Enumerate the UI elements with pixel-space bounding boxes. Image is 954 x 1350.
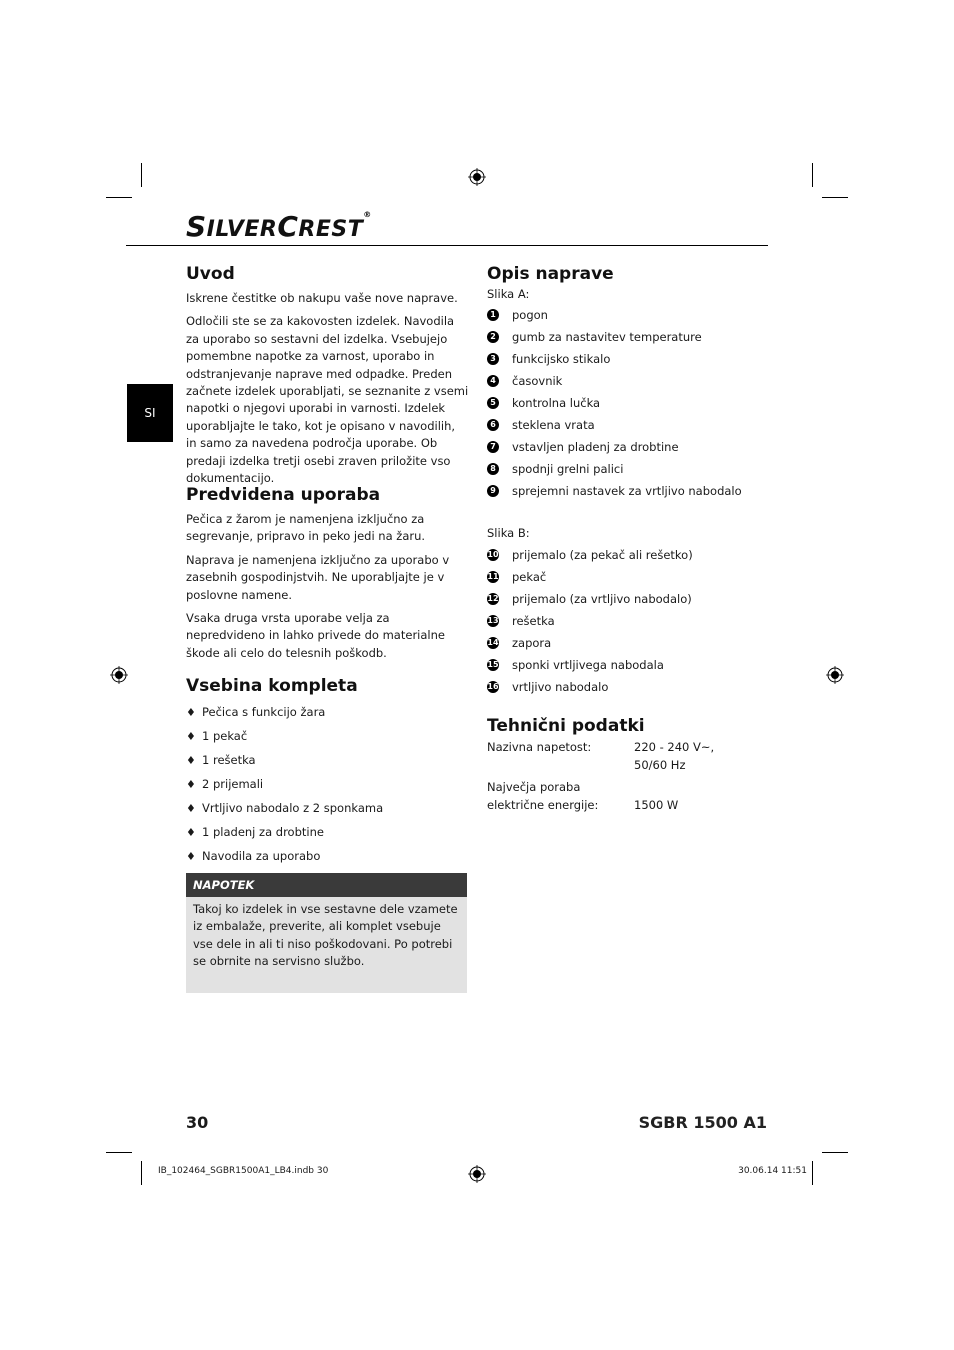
- list-item: 3 funkcijsko stikalo: [487, 348, 767, 370]
- list-item: ♦ 2 prijemali: [186, 777, 264, 791]
- list-item: 7 vstavljen pladenj za drobtine: [487, 436, 767, 458]
- crop-mark: [106, 197, 132, 198]
- crop-mark: [822, 197, 848, 198]
- list-item: 11 pekač: [487, 569, 547, 584]
- list-item: ♦ Vrtljivo nabodalo z 2 sponkama: [186, 801, 384, 815]
- list-item: 8 spodnji grelni palici: [487, 458, 767, 480]
- predvidena-paragraph: Naprava je namenjena izključno za uporabo v zasebnih gospodinjstvih. Ne uporabljajte je v poslovne namene.: [186, 552, 450, 602]
- language-tab: SI: [127, 384, 173, 442]
- left-column: [186, 485, 469, 668]
- crop-mark: [812, 163, 813, 187]
- page-number: 30: [186, 1113, 209, 1132]
- list-item: 4 časovnik: [487, 370, 767, 392]
- list-item: 1 pogon: [487, 304, 767, 326]
- list-item: 6 steklena vrata: [487, 414, 767, 436]
- header-rule: [126, 245, 768, 246]
- note-title: NAPOTEK: [186, 873, 467, 897]
- left-column: [186, 264, 469, 493]
- list-item: 16 vrtljivo nabodalo: [487, 679, 609, 694]
- tech-row: Največja poraba električne energije: 1500 W: [487, 780, 679, 812]
- registration-mark-icon: [826, 666, 844, 684]
- predvidena-paragraph: Pečica z žarom je namenjena izključno za segrevanje, pripravo in peko jedi na žaru.: [186, 512, 426, 544]
- list-item: ♦ 1 pekač: [186, 729, 248, 743]
- section-title-predvidena: Predvidena uporaba: [186, 485, 381, 505]
- list-item: ♦ Pečica s funkcijo žara: [186, 705, 326, 719]
- predvidena-paragraph: Vsaka druga vrsta uporabe velja za nepredvideno in lahko privede do materialne škode ali celo do telesnih poškodb.: [186, 611, 445, 660]
- section-title-tech: Tehnični podatki: [487, 716, 645, 736]
- list-item: 15 sponki vrtljivega nabodala: [487, 657, 664, 672]
- figure-label: Slika A:: [487, 287, 530, 301]
- uvod-paragraph: Iskrene čestitke ob nakupu vaše nove naprave.: [186, 291, 458, 305]
- crop-mark: [106, 1152, 132, 1153]
- registration-mark-icon: [468, 168, 486, 186]
- section-title-uvod: Uvod: [186, 264, 235, 284]
- section-title-vsebina: Vsebina kompleta: [186, 676, 358, 696]
- list-item: ♦ 1 pladenj za drobtine: [186, 825, 324, 839]
- list-item: 5 kontrolna lučka: [487, 392, 767, 414]
- model-number: SGBR 1500 A1: [638, 1113, 767, 1132]
- right-column: [487, 264, 767, 698]
- note-text: Takoj ko izdelek in vse sestavne dele vzamete iz embalaže, preverite, ali komplet vsebuje vse dele in ali ti niso poškodovani. Po potrebi se obrnite na servisno službo.: [186, 897, 467, 993]
- date-slug: 30.06.14 11:51: [738, 1166, 807, 1176]
- tech-section: [487, 718, 767, 819]
- list-item: 13 rešetka: [487, 613, 555, 628]
- crop-mark: [141, 163, 142, 187]
- list-item: ♦ 1 rešetka: [186, 753, 256, 767]
- silvercrest-logo: SILVERCREST®: [186, 210, 372, 243]
- crop-mark: [822, 1152, 848, 1153]
- list-item: 2 gumb za nastavitev temperature: [487, 326, 767, 348]
- note-box: [186, 873, 467, 993]
- list-item: 10 prijemalo (za pekač ali rešetko): [487, 547, 693, 562]
- crop-mark: [812, 1161, 813, 1185]
- list-item: ♦ Navodila za uporabo: [186, 849, 321, 863]
- tech-row: Nazivna napetost: 220 - 240 V~, 50/60 Hz: [487, 740, 715, 772]
- list-item: 12 prijemalo (za vrtljivo nabodalo): [487, 591, 692, 606]
- registration-mark-icon: [468, 1165, 486, 1183]
- figure-label: Slika B:: [487, 526, 530, 541]
- list-item: 14 zapora: [487, 635, 552, 650]
- uvod-paragraph: Odločili ste se za kakovosten izdelek. Navodila za uporabo so sestavni del izdelka. Vsebujejo pomembne napotke za varnost, uporabo in odstranjevanje naprave med odpadke. Preden začnete izdelek uporabljati, se seznanite z vsemi napotki o njegovi uporabi in varnosti. Izdelek uporabljajte le tako, kot je opisano v navodilih, in samo za navedena področja uporabe. Ob predaji izdelka tretji osebi zraven priložite vso dokumentacijo.: [186, 314, 469, 486]
- crop-mark: [141, 1161, 142, 1185]
- list-item: 9 sprejemni nastavek za vrtljivo nabodalo: [487, 480, 767, 502]
- file-slug: IB_102464_SGBR1500A1_LB4.indb 30: [158, 1166, 329, 1176]
- registration-mark-icon: [110, 666, 128, 684]
- section-title-opis: Opis naprave: [487, 264, 614, 284]
- left-column: [186, 676, 469, 872]
